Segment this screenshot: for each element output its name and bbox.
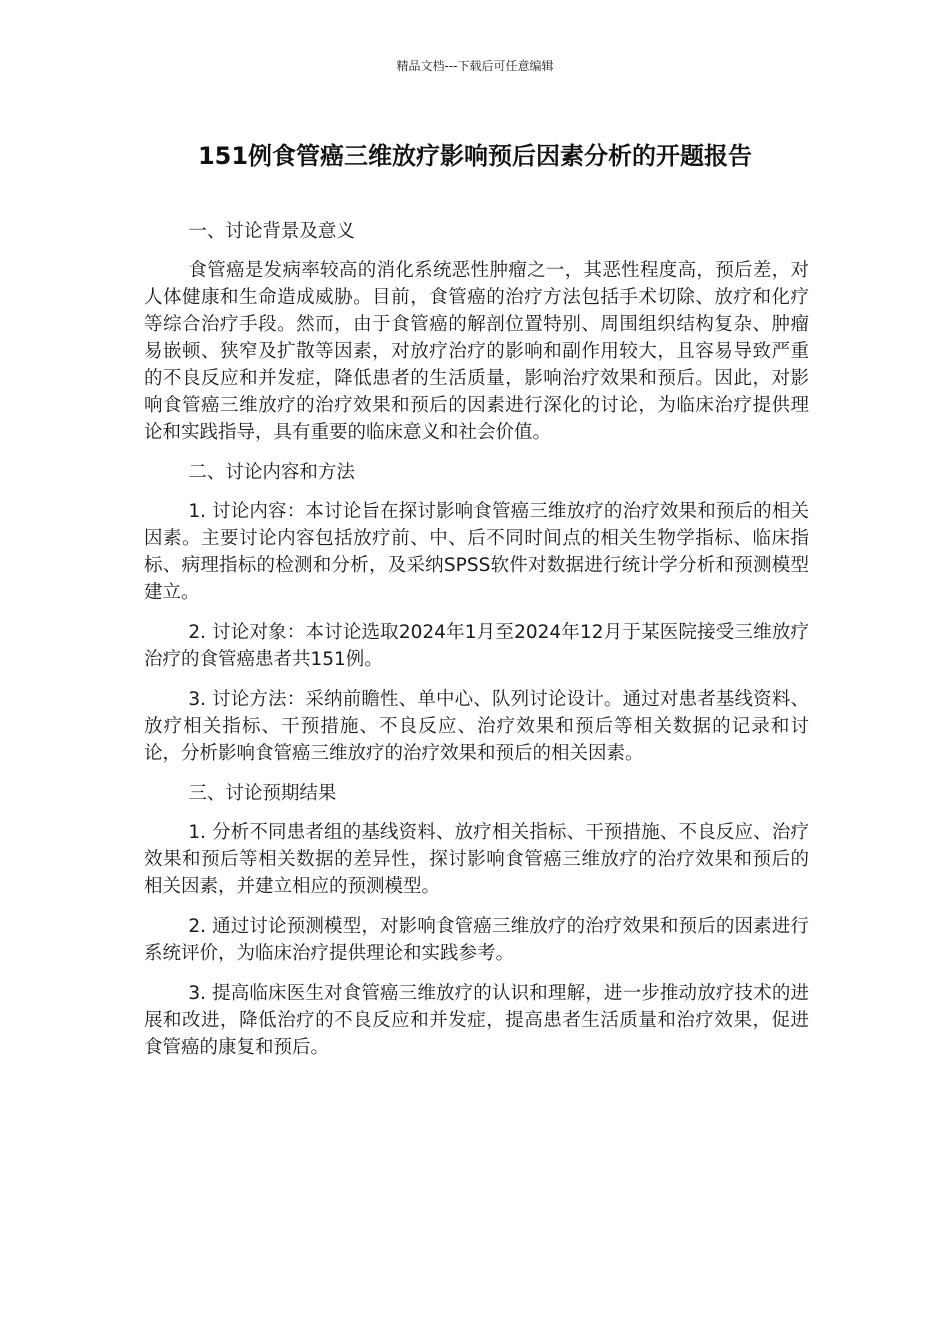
section-heading-content-methods: 二、讨论内容和方法 <box>188 462 355 483</box>
document-body <box>144 218 809 1074</box>
paragraph-methods: 3. 讨论方法：采纳前瞻性、单中心、队列讨论设计。通过对患者基线资料、放疗相关指标、干预措施、不良反应、治疗效果和预后等相关数据的记录和讨论，分析影响食管癌三维放疗的治疗效果和预后的相关因素。 <box>144 689 809 764</box>
section-heading-background: 一、讨论背景及意义 <box>188 221 355 242</box>
paragraph-result-3: 3. 提高临床医生对食管癌三维放疗的认识和理解，进一步推动放疗技术的进展和改进，降低治疗的不良反应和并发症，提高患者生活质量和治疗效果，促进食管癌的康复和预后。 <box>144 983 809 1058</box>
section-heading-expected-results: 三、讨论预期结果 <box>188 783 337 804</box>
page-header: 精品文档---下载后可任意编辑 <box>396 59 554 73</box>
paragraph-background: 食管癌是发病率较高的消化系统恶性肿瘤之一，其恶性程度高，预后差，对人体健康和生命造成威胁。目前，食管癌的治疗方法包括手术切除、放疗和化疗等综合治疗手段。然而，由于食管癌的解剖位置特别、周围组织结构复杂、肿瘤易嵌顿、狭窄及扩散等因素，对放疗治疗的影响和副作用较大，且容易导致严重的不良反应和并发症，降低患者的生活质量，影响治疗效果和预后。因此，对影响食管癌三维放疗的治疗效果和预后的因素进行深化的讨论，为临床治疗提供理论和实践指导，具有重要的临床意义和社会价值。 <box>144 260 809 443</box>
paragraph-result-1: 1. 分析不同患者组的基线资料、放疗相关指标、干预措施、不良反应、治疗效果和预后等相关数据的差异性，探讨影响食管癌三维放疗的治疗效果和预后的相关因素，并建立相应的预测模型。 <box>144 822 809 897</box>
paragraph-subjects: 2. 讨论对象：本讨论选取2024年1月至2024年12月于某医院接受三维放疗治疗的食管癌患者共151例。 <box>144 622 809 670</box>
document-title: 151例食管癌三维放疗影响预后因素分析的开题报告 <box>197 142 753 170</box>
paragraph-content: 1. 讨论内容：本讨论旨在探讨影响食管癌三维放疗的治疗效果和预后的相关因素。主要讨论内容包括放疗前、中、后不同时间点的相关生物学指标、临床指标、病理指标的检测和分析，及采纳SPSS软件对数据进行统计学分析和预测模型建立。 <box>144 501 809 603</box>
paragraph-result-2: 2. 通过讨论预测模型，对影响食管癌三维放疗的治疗效果和预后的因素进行系统评价，为临床治疗提供理论和实践参考。 <box>144 916 809 964</box>
